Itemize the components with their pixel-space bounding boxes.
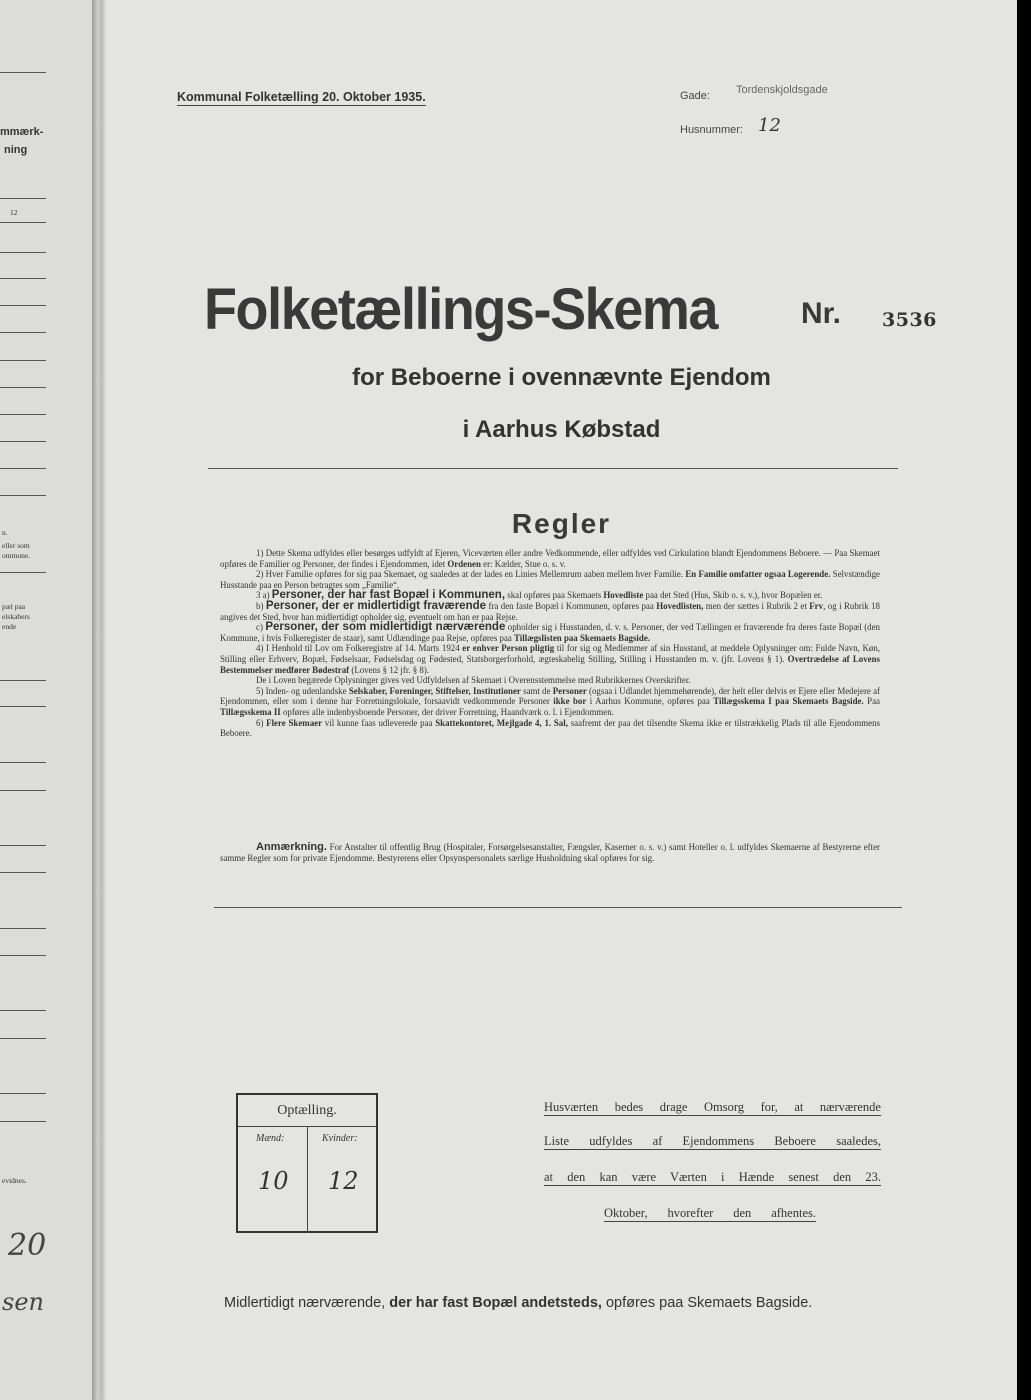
footer-note: Midlertidigt nærværende, der har fast Bopæl andetsteds, opføres paa Skemaets Bagside. bbox=[224, 1295, 813, 1311]
left-page-column-number: 12 bbox=[10, 208, 18, 217]
left-page-rule bbox=[0, 928, 46, 929]
rule-1: 1) Dette Skema udfyldes eller besørges udfyldt af Ejeren, Viceværten eller andre Vedkommende, eller udfyldes ved Cirkulation blandt Ejendommens Beboere. — Paa Skemaet opføres de Familier og Personer, der findes i Ejendommen, idet Ordenen er: Kælder, Stue o. s. v. bbox=[220, 548, 880, 569]
left-page-fragment bbox=[0, 0, 92, 1400]
left-page-rule bbox=[0, 495, 46, 496]
note-text: Anmærkning. For Anstalter til offentlig Brug (Hospitaler, Forsørgelsesanstalter, Fængsler, Kaserner o. s. v.) samt Hoteller o. l. udfyldes Skemaerne af Bestyrerne efter samme Regler som for private Ejendomme. Bestyrerens eller Opsynspersonalets særlige Husholdning skal opføres for sig. bbox=[220, 841, 880, 863]
left-page-rule bbox=[0, 198, 46, 199]
count-divider bbox=[307, 1126, 308, 1233]
left-page-rule bbox=[0, 790, 46, 791]
left-page-rule bbox=[0, 572, 46, 573]
form-number-label: Nr. bbox=[801, 297, 842, 330]
rule-3a: 3 a) Personer, der har fast Bopæl i Kommunen, skal opføres paa Skemaets Hovedliste paa det Sted (Hus, Skib o. s. v.), hvor Bopælen er. bbox=[256, 589, 823, 602]
left-page-rule bbox=[0, 706, 46, 707]
left-page-rule bbox=[0, 278, 46, 279]
left-page-handwriting: sen bbox=[2, 1288, 44, 1316]
book-gutter bbox=[92, 0, 106, 1400]
rule-3c: c) Personer, der som midlertidigt nærværende opholder sig i Husstanden, d. v. s. Personer, der ved Tællingen er fraværende fra deres faste Bopæl (den Kommune, i hvis Folkeregister de staar), samt Udlændinge paa Rejse, opføres paa Tillægslisten paa Skemaets Bagside. bbox=[220, 621, 880, 643]
form-title: Folketællings-Skema bbox=[204, 277, 718, 342]
left-page-rule bbox=[0, 468, 46, 469]
census-title: Kommunal Folketælling 20. Oktober 1935. bbox=[177, 90, 426, 104]
left-page-rule bbox=[0, 414, 46, 415]
left-page-rule bbox=[0, 762, 46, 763]
left-page-heading: ning bbox=[4, 144, 28, 156]
left-page-rule bbox=[0, 1038, 46, 1039]
left-page-rule bbox=[0, 387, 46, 388]
kvinder-count: 12 bbox=[328, 1167, 359, 1195]
form-number: 3536 bbox=[882, 309, 937, 331]
census-form-page bbox=[106, 0, 1017, 1400]
note-label: Anmærkning. bbox=[256, 841, 327, 853]
count-title: Optælling. bbox=[238, 1095, 376, 1127]
left-page-fragment-text: eller som bbox=[2, 541, 30, 550]
left-page-rule bbox=[0, 252, 46, 253]
gade-label: Gade: bbox=[680, 90, 710, 102]
rule-3b: b) Personer, der er midlertidigt fraværende fra den faste Bopæl i Kommunen, opføres paa Hovedlisten, men der sættes i Rubrik 2 et Frv, og i Rubrik 18 angives det Sted, hvor han midlertidigt opholder sig, eventuelt om han er paa Rejse. bbox=[220, 599, 880, 622]
rule-4b: De i Loven begærede Oplysninger gives ved Udfyldelsen af Skemaet i Overensstemmelse med Rubrikkernes Overskrifter. bbox=[256, 675, 691, 686]
rule-2: 2) Hver Familie opføres for sig paa Skemaet, og saaledes at der lades en Linies Mellemrum aaben mellem hver Familie. En Familie omfatter ogsaa Logerende. Selvstændige Husstande paa en Person betragtes som „Familie“. bbox=[220, 569, 880, 590]
left-page-rule bbox=[0, 680, 46, 681]
maend-label: Mænd: bbox=[256, 1133, 285, 1144]
left-page-rule bbox=[0, 222, 46, 223]
left-page-rule bbox=[0, 955, 46, 956]
rules-heading: Regler bbox=[511, 508, 612, 539]
left-page-rule bbox=[0, 360, 46, 361]
rule-6: 6) Flere Skemaer vil kunne faas udleverede paa Skattekontoret, Mejlgade 4, 1. Sal, saafremt der paa det tilsendte Skema ikke er tilstrækkelig Plads til alle Ejendommens Beboere. bbox=[220, 717, 880, 739]
left-page-rule bbox=[0, 1121, 46, 1122]
kvinder-label: Kvinder: bbox=[322, 1133, 358, 1144]
left-page-fragment-text: ommune. bbox=[2, 551, 31, 560]
left-page-rule bbox=[0, 72, 46, 73]
form-subtitle-city: i Aarhus Købstad bbox=[462, 416, 661, 443]
landlord-notice-line: Liste udfyldes af Ejendommens Beboere saaledes, bbox=[544, 1134, 881, 1148]
landlord-notice-line: Husværten bedes drage Omsorg for, at nærværende bbox=[544, 1100, 881, 1114]
count-box bbox=[236, 1093, 378, 1233]
left-page-fragment-text: elskabers bbox=[2, 612, 30, 621]
form-subtitle: for Beboerne i ovennævnte Ejendom bbox=[352, 364, 771, 391]
divider-rule bbox=[214, 907, 902, 908]
rule-4: 4) I Henhold til Lov om Folkeregistre af 14. Marts 1924 er enhver Person pligtig til for sig og Medlemmer af sin Husstand, at meddele Oplysninger om: Fulde Navn, Køn, Stilling eller Erhverv, Bopæl, Fødselsaar, Fødselsdag og Fødested, Statsborgerforhold, ægteskabelig Stilling, Stilling i Husstanden m. v. (jfr. Lovens § 1). Overtrædelse af Lovens Bestemmelser medfører Bødestraf (Lovens § 12 jfr. § 8). bbox=[220, 643, 881, 675]
left-page-rule bbox=[0, 305, 46, 306]
left-page-handwriting: 20 bbox=[8, 1228, 47, 1263]
left-page-rule bbox=[0, 872, 46, 873]
left-page-rule bbox=[0, 332, 46, 333]
husnummer-value: 12 bbox=[758, 115, 781, 136]
left-page-fragment-text: n. bbox=[2, 528, 8, 537]
left-page-rule bbox=[0, 1093, 46, 1094]
left-page-rule bbox=[0, 845, 46, 846]
rule-5: 5) Inden- og udenlandske Selskaber, Foreninger, Stiftelser, Institutioner samt de Personer (ogsaa i Udlandet hjemmehørende), der helt eller delvis er Ejere eller Medejere af Ejendommen, eller som i denne har Forretningslokale, forsaavidt vedkommende Personer ikke bor i Aarhus Kommune, opføres paa Tillægsskema I paa Skemaets Bagside. Paa Tillægsskema II opføres alle indenbysboende Personer, der driver Forretning, Haandværk o. l. i Ejendommen. bbox=[220, 685, 880, 717]
landlord-notice-line: at den kan være Værten i Hænde senest den 23. bbox=[544, 1170, 881, 1184]
left-page-fragment-text: ende bbox=[2, 622, 17, 631]
left-page-fragment-text: evidnes. bbox=[2, 1176, 27, 1185]
divider-rule bbox=[208, 468, 898, 469]
left-page-fragment-text: pæl paa bbox=[2, 602, 26, 611]
landlord-notice-line: Oktober, hvorefter den afhentes. bbox=[604, 1206, 816, 1220]
left-page-rule bbox=[0, 1010, 46, 1011]
rules-text bbox=[220, 548, 880, 739]
left-page-rule bbox=[0, 441, 46, 442]
gade-value: Tordenskjoldsgade bbox=[736, 84, 828, 96]
left-page-heading: mmærk- bbox=[0, 126, 44, 138]
maend-count: 10 bbox=[258, 1167, 289, 1195]
husnummer-label: Husnummer: bbox=[680, 124, 743, 136]
